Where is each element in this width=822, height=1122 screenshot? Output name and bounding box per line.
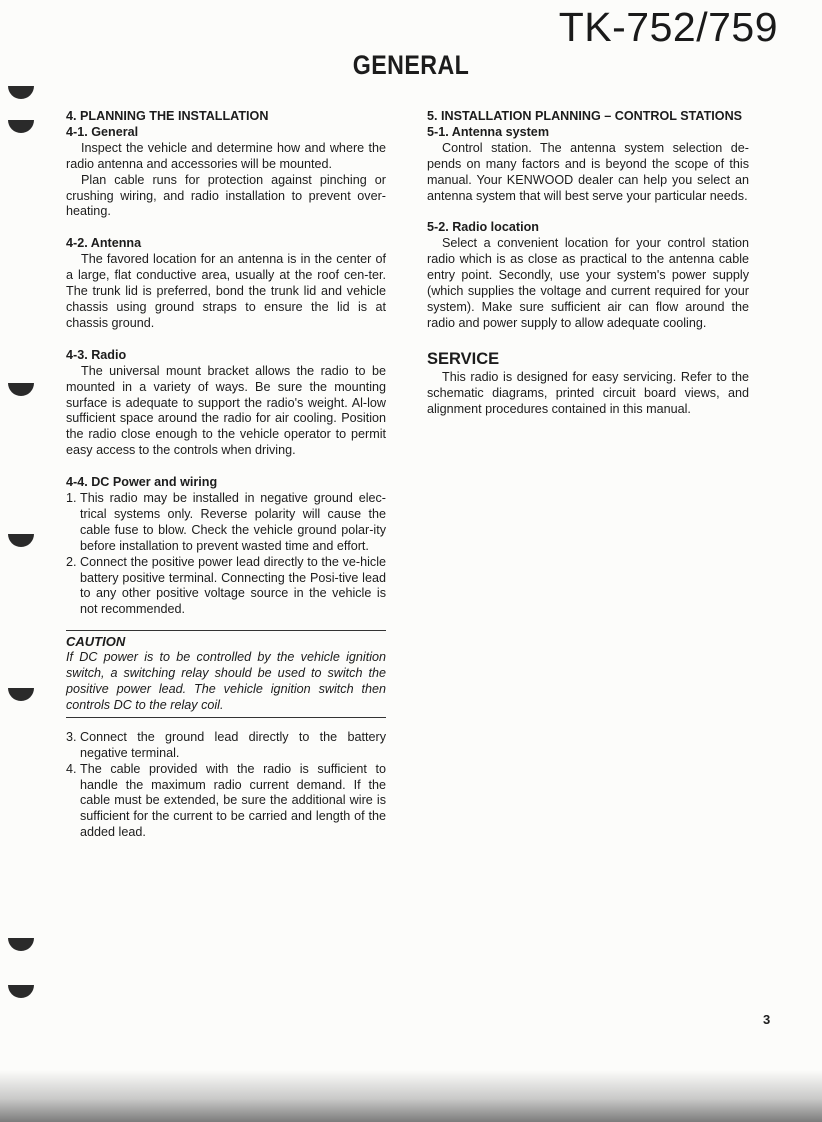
page-title: GENERAL: [352, 50, 470, 80]
subheading-general: 4-1. General: [66, 124, 139, 139]
paragraph: Inspect the vehicle and determine how and where the radio antenna and accessories will be mounted.: [66, 140, 386, 171]
binder-hole: [8, 120, 34, 133]
binder-hole: [8, 534, 34, 547]
caution-text: If DC power is to be controlled by the vehicle ignition switch, a switching relay should be used to switch the positive power lead. The vehicle ignition switch then controls DC to the relay coil.: [66, 650, 386, 712]
subheading-radio-location: 5-2. Radio location: [427, 220, 539, 235]
paragraph: Plan cable runs for protection against pinching or crushing wiring, and radio installation to prevent over-heating.: [66, 172, 386, 219]
list-item: 2. Connect the positive power lead directly to the ve-hicle battery positive terminal. Connecting the Posi-tive lead to any other positive voltage source in the vehicle is not recommended.: [66, 554, 386, 617]
list-item: 4. The cable provided with the radio is sufficient to handle the maximum radio current demand. If the cable must be extended, be sure the additional wire is sufficient for the current to be carried and length of the added lead.: [66, 761, 386, 840]
binder-hole: [8, 383, 34, 396]
scan-shadow: [0, 1070, 822, 1122]
left-column: [66, 109, 386, 841]
dc-power-list: [66, 491, 386, 618]
binder-hole: [8, 86, 34, 99]
binder-hole: [8, 688, 34, 701]
dc-power-list-continued: [66, 730, 386, 841]
binder-hole: [8, 938, 34, 951]
model-number: TK-752/759: [558, 4, 778, 50]
caution-title: CAUTION: [66, 634, 126, 650]
subheading-radio: 4-3. Radio: [66, 347, 127, 362]
subheading-dc-power: 4-4. DC Power and wiring: [66, 475, 218, 490]
heading-planning-installation: 4. PLANNING THE INSTALLATION: [66, 109, 269, 123]
binder-hole: [8, 985, 34, 998]
list-item: 1. This radio may be installed in negative ground elec-trical systems only. Reverse polarity will cause the cable fuse to blow. Check the vehicle ground polar-ity before installation to prevent wasted time and effort.: [66, 491, 386, 553]
right-column: [427, 109, 749, 417]
page-number: 3: [763, 1012, 771, 1027]
subheading-antenna: 4-2. Antenna: [66, 236, 142, 251]
paragraph: This radio is designed for easy servicing. Refer to the schematic diagrams, printed circuit board views, and alignment procedures contained in this manual.: [427, 369, 749, 416]
subheading-antenna-system: 5-1. Antenna system: [427, 124, 550, 139]
paragraph: The universal mount bracket allows the radio to be mounted in a variety of ways. Be sure the mounting surface is adequate to support the radio's weight. Al-low sufficient space around the radio for air cooling. Position the radio close enough to the vehicle operator to permit easy access to the controls when driving.: [66, 363, 386, 458]
paragraph: Control station. The antenna system selection de-pends on many factors and is beyond the scope of this manual. Your KENWOOD dealer can help you select an antenna system that will best serve your particular needs.: [427, 140, 749, 203]
paragraph: Select a convenient location for your control station radio which is as close as practical to the antenna cable entry point. Secondly, use your system's power supply (which supplies the voltage and current required for your system). Make sure sufficient air can flow around the radio and power supply to allow adequate cooling.: [427, 236, 749, 330]
list-item: 3. Connect the ground lead directly to the battery negative terminal.: [66, 729, 386, 760]
paragraph: The favored location for an antenna is in the center of a large, flat conductive area, usually at the roof cen-ter. The trunk lid is preferred, bond the trunk lid and vehicle chassis using ground straps to ensure the lid is at chassis ground.: [66, 252, 386, 330]
heading-control-stations: 5. INSTALLATION PLANNING – CONTROL STATIONS: [427, 109, 743, 123]
heading-service: SERVICE: [427, 349, 500, 368]
caution-box: [66, 630, 386, 718]
